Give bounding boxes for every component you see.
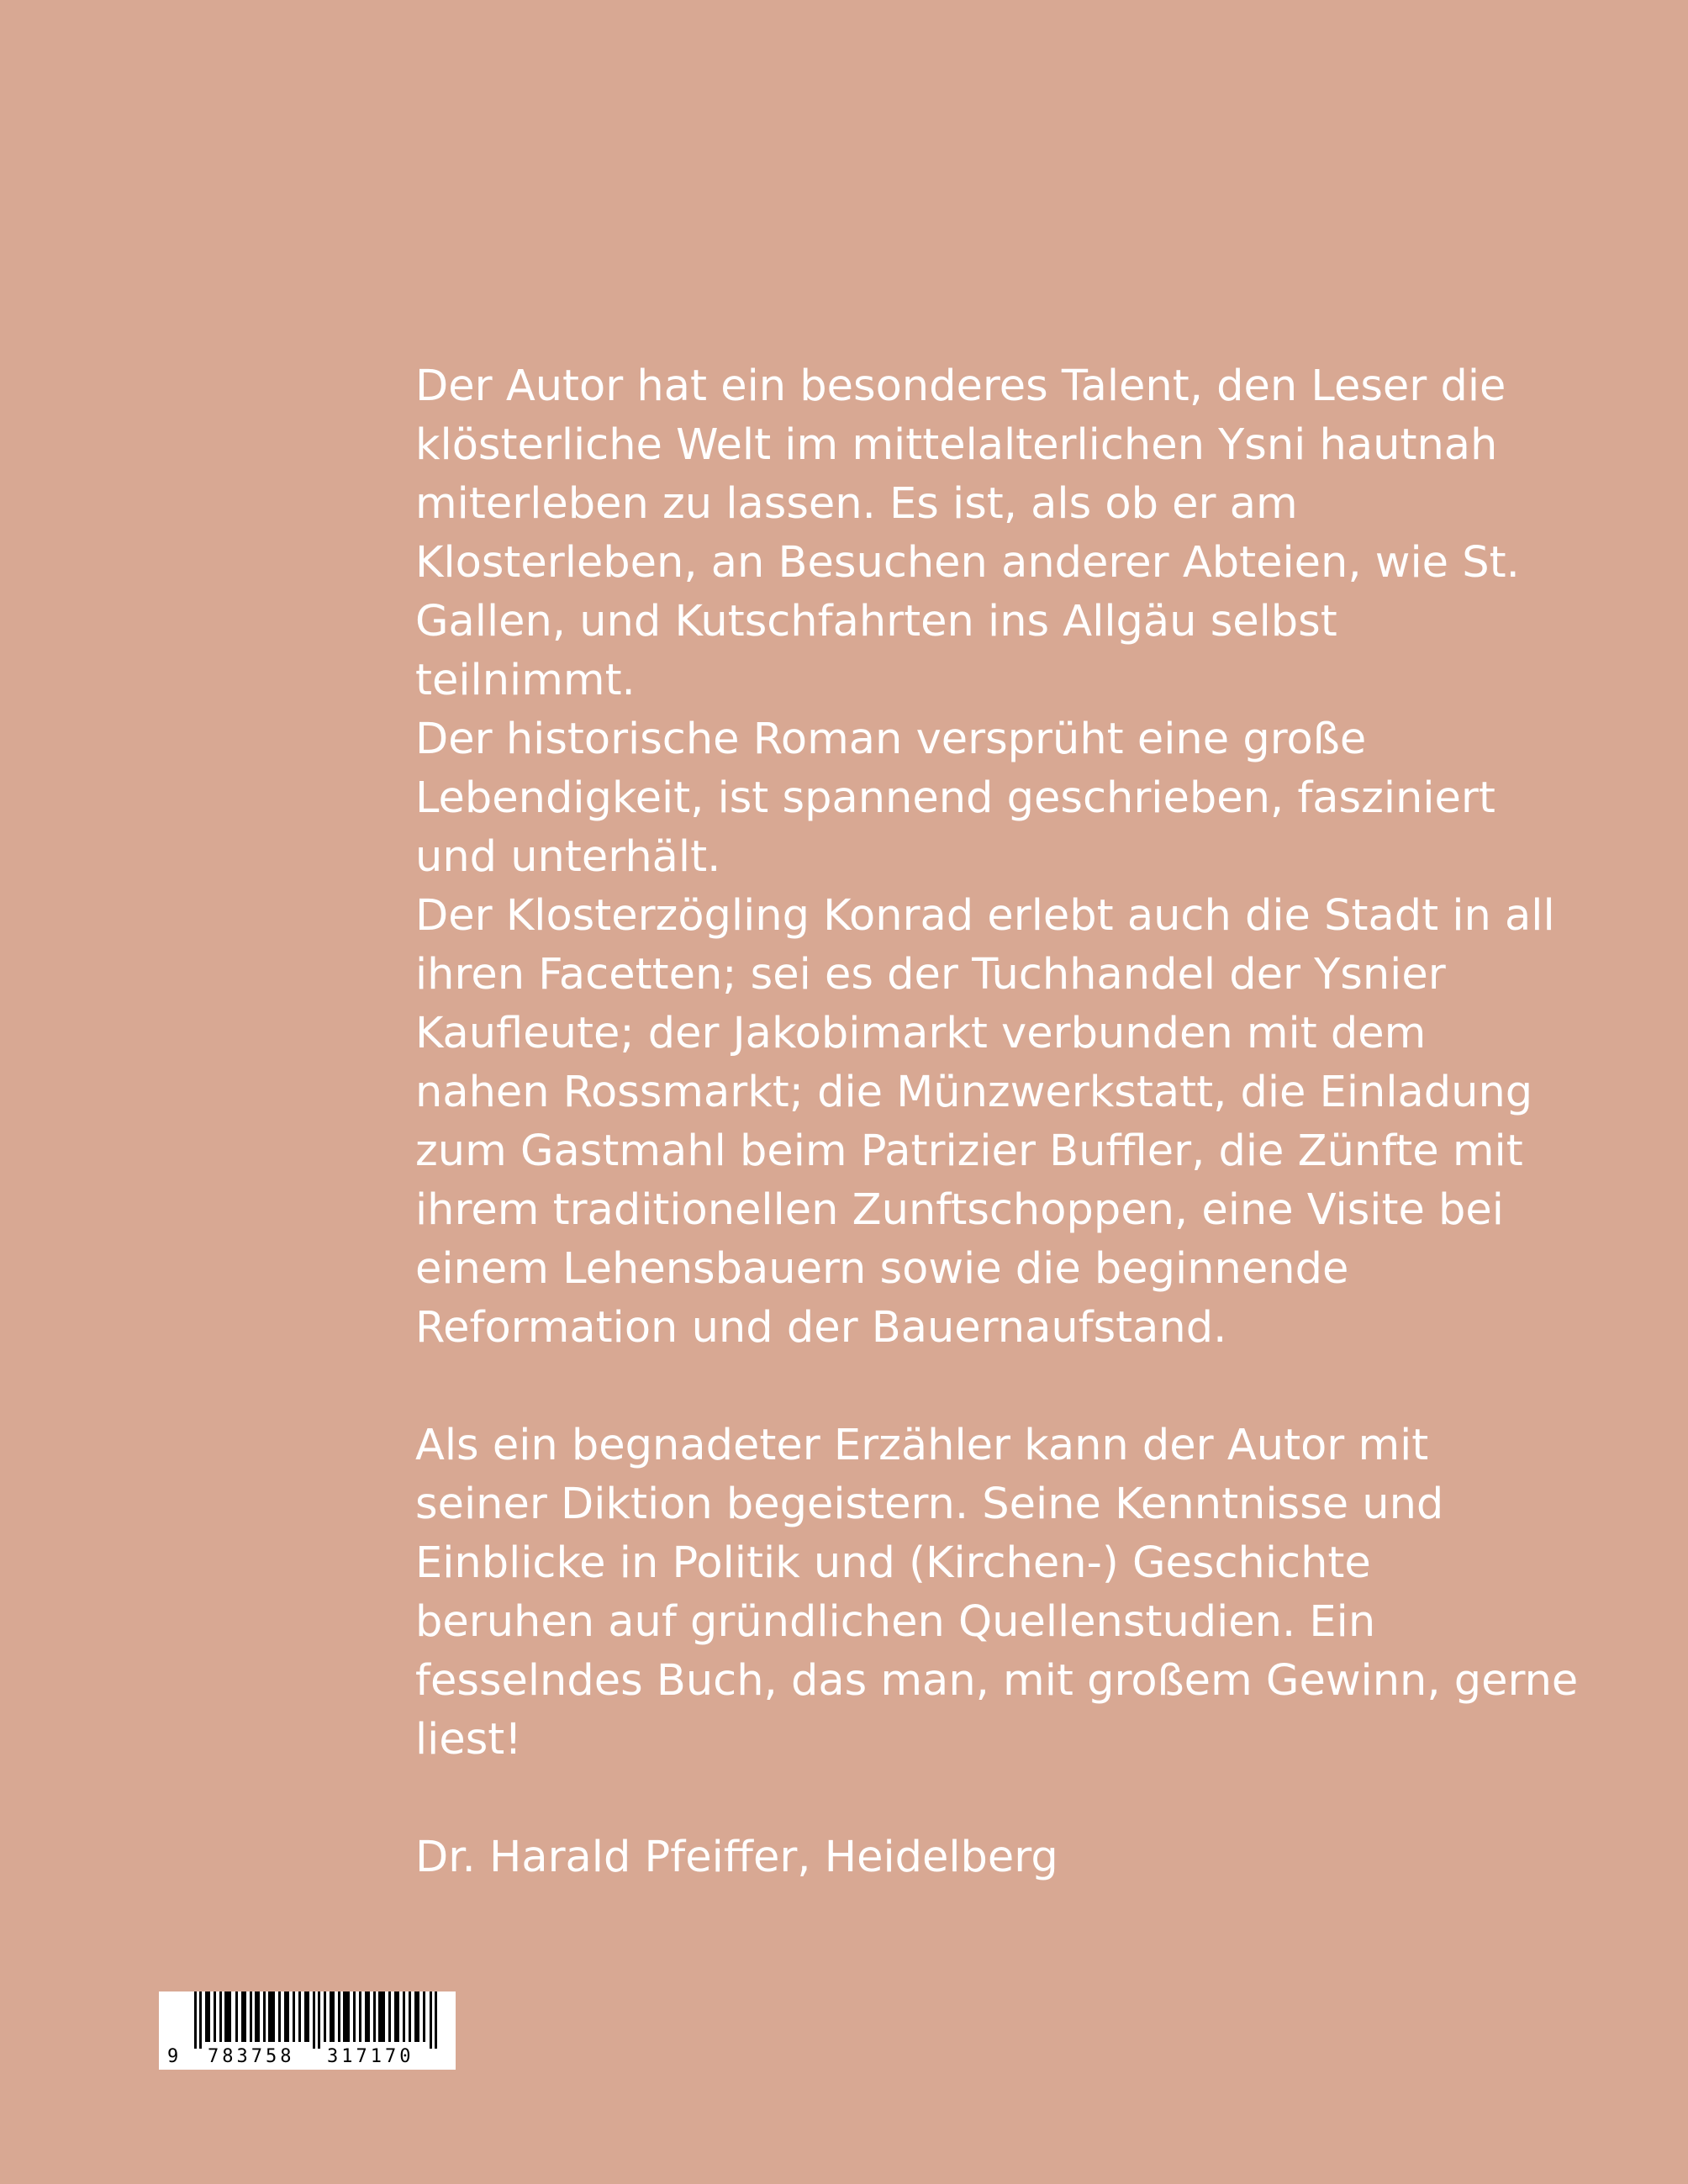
back-cover-blurb xyxy=(415,357,1592,1887)
blurb-paragraph-2: Der historische Roman versprüht eine große Lebendigkeit, ist spannend geschrieben, fasziniert und unterhält. xyxy=(415,715,1495,882)
blurb-paragraph-3: Der Klosterzögling Konrad erlebt auch die Stadt in all ihren Facetten; sei es der Tuchhandel der Ysnier Kaufleute; der Jakobimarkt verbunden mit dem nahen Rossmarkt; die Münzwerkstatt, die Einladung zum Gastmahl beim Patrizier Buffler, die Zünfte mit ihrem traditionellen Zunftschoppen, eine Visite bei einem Lehensbauern sowie die beginnende Reformation und der Bauernaufstand. xyxy=(415,891,1555,1353)
barcode-right-group: 317170 xyxy=(327,2046,414,2067)
barcode-digits xyxy=(159,2046,456,2068)
barcode-bars xyxy=(194,1991,446,2049)
blurb-paragraph-1: Der Autor hat ein besonderes Talent, den Leser die klösterliche Welt im mittelalterlichen Ysni hautnah miterleben zu lassen. Es ist, als ob er am Klosterleben, an Besuchen anderer Abteien, wie St. Gallen, und Kutschfahrten ins Allgäu selbst teilnimmt. xyxy=(415,361,1520,705)
paragraph-gap xyxy=(415,1770,1592,1828)
blurb-paragraph-4: Als ein begnadeter Erzähler kann der Autor mit seiner Diktion begeistern. Seine Kenntnisse und Einblicke in Politik und (Kirchen-) Geschichte beruhen auf gründlichen Quellenstudien. Ein fesselndes Buch, das man, mit großem Gewinn, gerne liest! xyxy=(415,1421,1579,1765)
barcode-left-group: 783758 xyxy=(208,2046,295,2067)
paragraph-gap xyxy=(415,1358,1592,1416)
isbn-barcode xyxy=(159,1991,456,2070)
barcode-lead-digit: 9 xyxy=(167,2046,179,2067)
reviewer-signature: Dr. Harald Pfeiffer, Heidelberg xyxy=(415,1833,1058,1882)
